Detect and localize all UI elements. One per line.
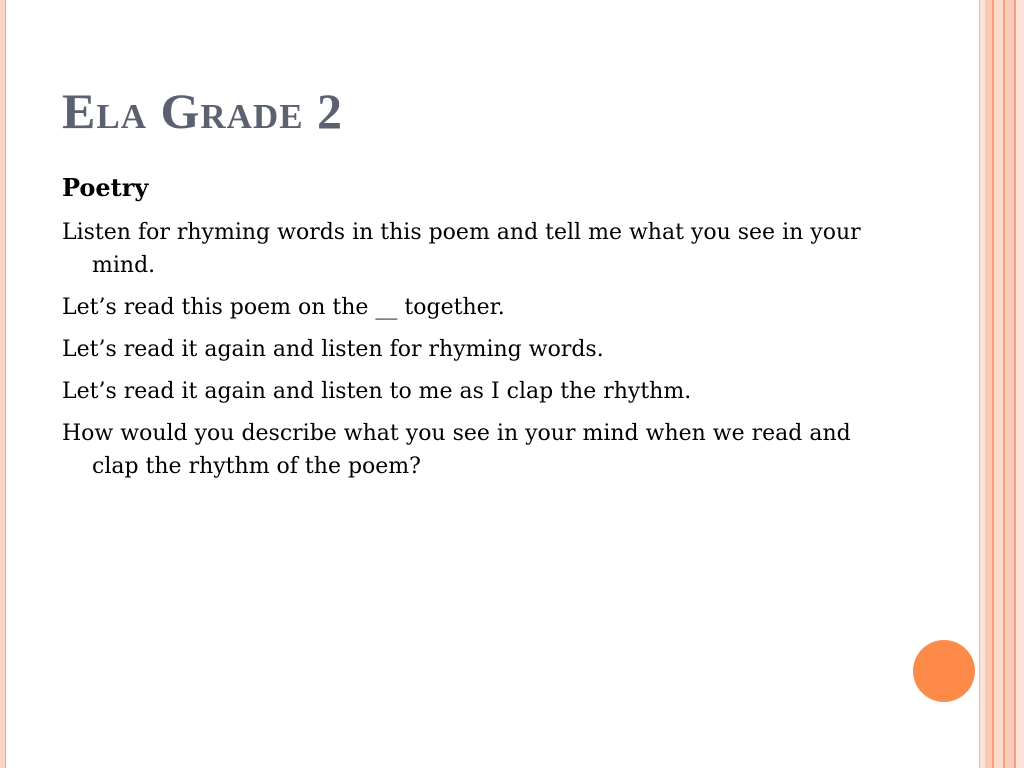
orange-circle-decoration [913,640,975,702]
body-paragraph: Let’s read it again and listen for rhyming words. [62,337,604,362]
body-paragraph: How would you describe what you see in your mind when we read and clap the rhythm of the poem? [62,421,851,479]
section-heading: Poetry [62,173,149,202]
slide-body [62,168,882,492]
right-stripe-decoration [985,0,992,768]
slide-title: Ela Grade 2 [62,83,344,139]
body-paragraph: Let’s read it again and listen to me as I clap the rhythm. [62,379,692,404]
right-stripe-decoration [994,0,1003,768]
left-border-decoration [0,0,6,768]
right-stripe-decoration [1005,0,1014,768]
body-paragraph: Let’s read this poem on the __ together. [62,295,505,320]
right-stripe-decoration [1016,0,1024,768]
body-paragraph: Listen for rhyming words in this poem and tell me what you see in your mind. [62,220,861,278]
